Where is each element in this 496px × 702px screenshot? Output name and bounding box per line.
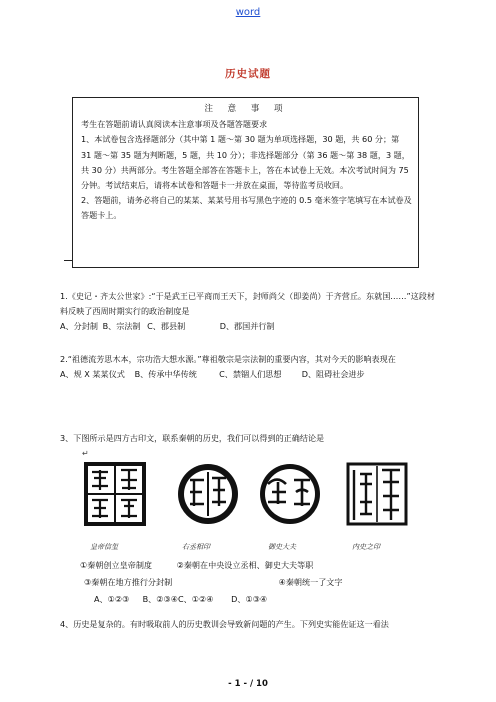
page-title: 历史试题	[225, 68, 271, 80]
seal-caption-3: 御史大夫	[268, 543, 296, 551]
q4-stem: 4、历史是复杂的。有时吸取前人的历史教训会导致新问题的产生。下列史实能佐证这一看法	[60, 619, 389, 629]
notice-box	[72, 97, 419, 268]
q3-statements-row-1	[72, 557, 432, 574]
notice-line-intro: 考生在答题前请认真阅读本注意事项及各题答题要求	[81, 119, 268, 130]
q3-statement-2: ②秦朝在中央设立丞相、御史大夫等职	[176, 560, 314, 570]
seal-caption-1: 皇帝信玺	[90, 543, 118, 551]
q3-stem: 3、下图所示是四方古印文，联系秦朝的历史，我们可以得到的正确结论是	[60, 433, 325, 443]
question-3	[60, 431, 438, 461]
q1-option-b: B、宗法制	[102, 321, 141, 332]
seal-image-4	[346, 462, 408, 536]
q3-option-d: D、①③④	[231, 594, 268, 604]
page-number: - 1 - / 10	[228, 679, 268, 689]
seal-image-2	[176, 462, 240, 536]
q2-option-a: A、规 X 某某仪式	[60, 369, 125, 380]
q1-option-c: C、郡县制	[147, 321, 186, 332]
q3-arrow: ↵	[82, 449, 89, 459]
q3-statement-4: ④秦朝统一了文字	[278, 577, 343, 587]
q3-statements-row-2	[72, 574, 432, 591]
q3-statements	[72, 557, 432, 608]
q2-stem: 2.“祖德流芳思木本，宗功浩大想水源。”尊祖敬宗是宗法制的重要内容，其对今天的影响表现在	[60, 354, 396, 364]
q3-option-b: B、②③④C、①②④	[142, 594, 214, 604]
seal-caption-4: 内史之印	[352, 543, 380, 551]
q1-stem: 1.《史记・齐太公世家》:“于是武王已平商而王天下，封师尚父（即姜尚）于齐营丘。东就国……”这段材料反映了西周时期实行的政治制度是	[60, 291, 435, 317]
seal-image-3	[258, 462, 322, 536]
q3-statement-3: ③秦朝在地方推行分封制	[84, 577, 173, 587]
notice-title: 注 意 事 项	[204, 104, 289, 114]
q3-statement-1: ①秦朝创立皇帝制度	[80, 560, 153, 570]
q3-option-a: A、①②③	[94, 594, 130, 604]
notice-line-1: 1、本试卷包含选择题部分（其中第 1 题～第 30 题为单项选择题，30 题，共 60 分；第 31 题～第 35 题为判断题，5 题，共 10 分）；非选择题部分（第 36 题～第 38 题，3 题，共 30 分）共两部分。考生答题全部答在答题卡上，答在本试卷上无效。本次考试时间为 75 分钟。考试结束后，请将本试卷和答题卡一并放在桌面，等待监考员收回。	[81, 134, 410, 191]
q2-option-b: B、传承中华传统	[134, 369, 197, 380]
notice-dash	[64, 260, 72, 261]
seal-images	[72, 462, 420, 551]
notice-line-2: 2、答题前，请务必将自己的某某、某某号用书写黑色字迹的 0.5 毫米签字笔填写在本试卷及答题卡上。	[81, 195, 412, 221]
q1-options	[60, 319, 438, 334]
header-word-link[interactable]: word	[235, 7, 261, 18]
q1-option-d: D、郡国并行制	[219, 321, 275, 332]
q3-options	[72, 591, 432, 608]
seal-image-1	[84, 462, 146, 536]
question-2	[60, 352, 438, 382]
q2-option-c: C、禁锢人们思想	[219, 369, 282, 380]
q2-options	[60, 367, 438, 382]
seal-caption-2: 右丞相印	[182, 543, 210, 551]
question-1	[60, 289, 438, 335]
question-4	[60, 617, 438, 632]
q2-option-d: D、阻碍社会进步	[301, 369, 365, 380]
q1-option-a: A、分封制	[60, 321, 98, 332]
